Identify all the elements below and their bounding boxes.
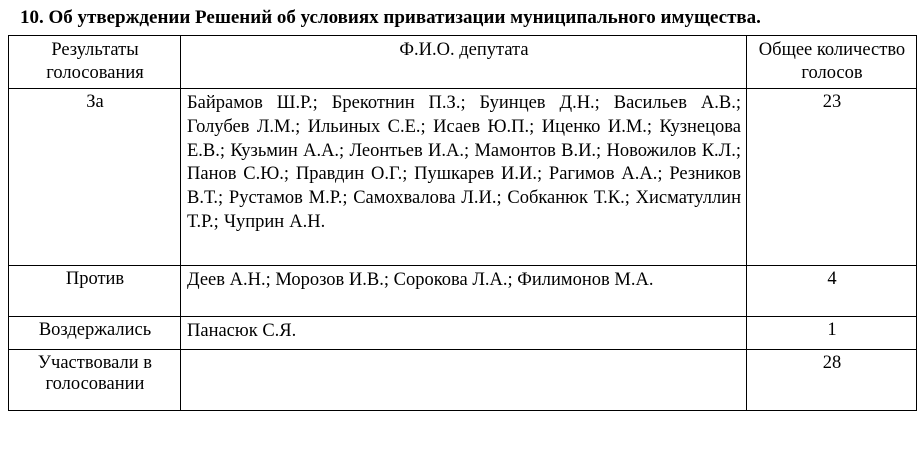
column-header-deputy: Ф.И.О. депутата	[181, 36, 747, 89]
voting-results-table	[8, 35, 917, 411]
table-row	[9, 350, 917, 411]
table-row	[9, 266, 917, 317]
row-count-participated: 28	[747, 350, 917, 411]
row-count-abstain: 1	[747, 317, 917, 350]
table-header-row	[9, 36, 917, 89]
row-names-against: Деев А.Н.; Морозов И.В.; Сорокова Л.А.; Филимонов М.А.	[181, 266, 747, 317]
row-names-abstain: Панасюк С.Я.	[181, 317, 747, 350]
column-header-total: Общее количество голосов	[747, 36, 917, 89]
column-header-results: Результаты голосования	[9, 36, 181, 89]
row-count-against: 4	[747, 266, 917, 317]
table-row	[9, 89, 917, 266]
page-title: 10. Об утверждении Решений об условиях приватизации муниципального имущества.	[20, 7, 761, 28]
row-names-participated	[181, 350, 747, 411]
row-label-against: Против	[9, 266, 181, 317]
row-names-for: Байрамов Ш.Р.; Брекотнин П.З.; Буинцев Д.Н.; Васильев А.В.; Голубев Л.М.; Ильиных С.Е.; Исаев Ю.П.; Иценко И.М.; Кузнецова Е.В.; Кузьмин А.А.; Леонтьев И.А.; Мамонтов В.И.; Новожилов К.Л.; Панов С.Ю.; Правдин О.Г.; Пушкарев И.И.; Рагимов А.А.; Резников В.Т.; Рустамов М.Р.; Самохвалова Л.И.; Собканюк Т.К.; Хисматуллин Т.Р.; Чуприн А.Н.	[181, 89, 747, 266]
row-label-for: За	[9, 89, 181, 266]
row-label-abstain: Воздержались	[9, 317, 181, 350]
row-label-participated: Участвовали в голосовании	[9, 350, 181, 411]
row-count-for: 23	[747, 89, 917, 266]
table-row	[9, 317, 917, 350]
